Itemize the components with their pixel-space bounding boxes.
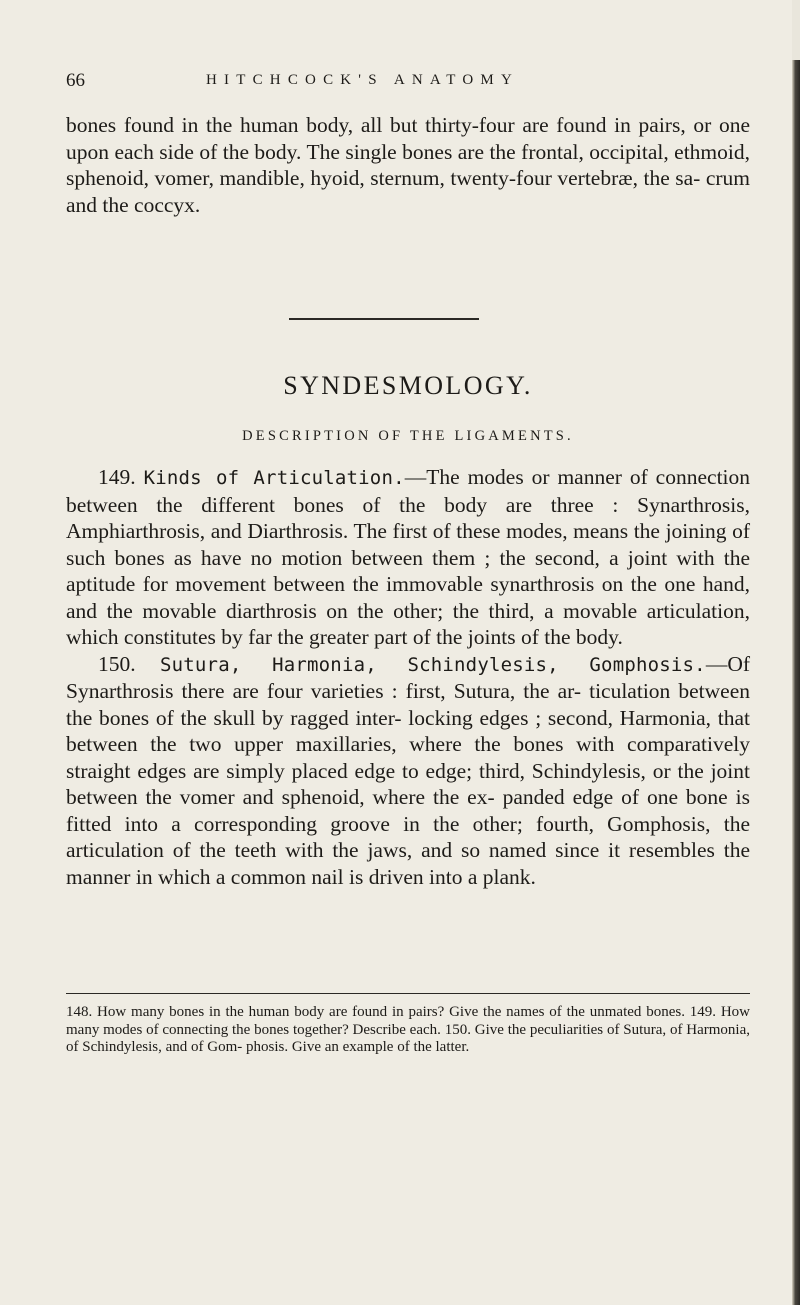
- page-number: 66: [66, 70, 85, 91]
- paragraph-150: [66, 651, 750, 891]
- paragraph-text: —The modes or manner of connection between the different bones of the body are three : Synarthrosis, Amphiarthrosis, and Diarthrosis. The first of these modes, means the joining of such bones as have no motion between them ; the second, a joint with the aptitude for movement between the immovable synarthrosis on the one hand, and the movable diarthrosis on the other; the third, a movable articulation, which constitutes by far the greater part of the joints of the body.: [66, 465, 751, 649]
- page-edge-shadow: [792, 60, 800, 1305]
- section-divider: [289, 318, 479, 320]
- paragraph-heading: Kinds of Articulation.: [143, 467, 405, 489]
- main-text: [66, 464, 750, 890]
- running-head: [66, 70, 750, 94]
- paragraph-heading: Sutura, Harmonia, Schindylesis, Gomphosis.: [160, 653, 706, 676]
- paragraph-149: [66, 464, 750, 651]
- intro-text: bones found in the human body, all but thirty-four are found in pairs, or one upon each side of the body. The single bones are the frontal, occipital, ethmoid, sphenoid, vomer, mandible, hyoid, sternum, twenty-four vertebræ, the sa- crum and the coccyx.: [66, 113, 750, 217]
- paragraph-number: 150.: [98, 651, 136, 676]
- paragraph-text: —Of Synarthrosis there are four varieties : first, Sutura, the ar- ticulation between the bones of the skull by ragged inter- locking edges ; second, Harmonia, that between the two upper maxillaries, where the bones with comparatively straight edges are simply placed edge to edge; third, Schindylesis, or the joint between the vomer and sphenoid, where the ex- panded edge of one bone is fitted into a corresponding groove in the other; fourth, Gomphosis, the articulation of the teeth with the jaws, and so named since it resembles the manner in which a common nail is driven into a plank.: [66, 651, 751, 889]
- footnote-text: 148. How many bones in the human body are found in pairs? Give the names of the unmated bones. 149. How many modes of connecting the bones together? Describe each. 150. Give the peculiarities of Sutura, of Harmonia, of Schindylesis, and of Gom- phosis. Give an example of the latter.: [66, 1004, 750, 1055]
- footnote-divider: [66, 993, 750, 994]
- footnote: [66, 1004, 750, 1057]
- section-title: SYNDESMOLOGY.: [283, 371, 533, 400]
- paragraph-number: 149.: [98, 465, 136, 489]
- section-subtitle: DESCRIPTION OF THE LIGAMENTS.: [242, 428, 574, 444]
- running-title: HITCHCOCK'S ANATOMY: [206, 72, 519, 88]
- intro-paragraph: [66, 112, 750, 218]
